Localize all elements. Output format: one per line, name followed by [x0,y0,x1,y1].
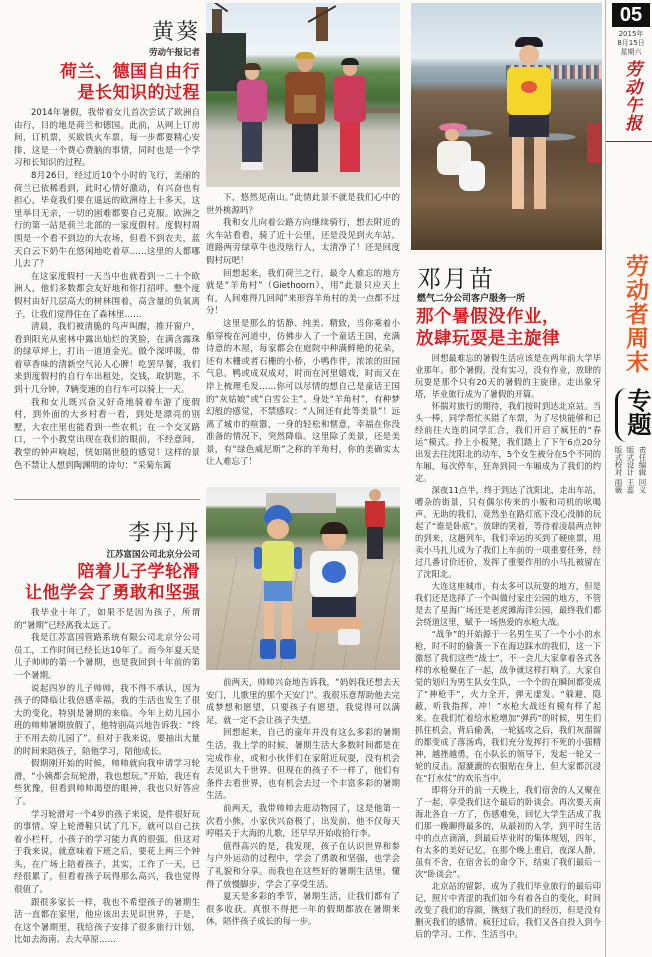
issue-weekday: 星期六 [620,48,642,56]
paragraph: 夏天是多彩的季节，暑期生活，让我们都有了很多收获。真恨不得把一年的假期都放在暑期来休，陪伴孩子成长的每一步。 [206,892,400,928]
person-girl-pink-jacket [234,65,270,181]
article-2-headline-line-1: 陪着儿子学轮滑 [77,562,200,581]
article-2-headline-line-2: 让他学会了勇敢和坚强 [25,583,200,602]
person-boy-blue-helmet [254,505,302,663]
article-3-headline [416,305,602,349]
paragraph: 我和女儿向着公路方向继续骑行，想去附近的火车站看看，骑了近十公里，还是没见到火车站。道路两旁绿草牛也没啥行人，太清净了！还是回度假村玩吧！ [206,218,400,266]
paragraph: 我毕业十年了，如果不是因为孩子，所谓的“暑期”已经离我太远了。 [14,608,200,631]
paragraph: 值得高兴的是，我发现，孩子在认识世界和参与户外运动的过程中，学会了勇敢和坚强，也学会了礼貌和分享。而我也在这些好的暑期生活里，懂得了放慢脚步，学会了享受生活。 [206,841,400,890]
paragraph: 我是江苏富国管路系统有限公司北京分公司员工，工作时间已经长达10年了。而今年夏天是儿子帅帅的第一个暑期，也是我回到十年前的第一个暑期。 [14,633,200,681]
paragraph: “战争”的开始源于一名男生买了一个小小的水枪，时不时的偷袭一下在海边踩水的我们，这一下激怒了我们这些“战士”，不一会儿大家拿着各式各样的水枪聚在了一起，战争就这样打响了。大家自觉的划归为男生队女生队，一个个的在瞬间都变成了“神枪手”，火力全开，弹无虚发。“躲避，隐蔽，听我指挥，冲！”水枪大战还有模有样了起来。在我们忙着给水枪增加“弹药”的时候，男生们抓住机会，背后偷袭，一轮猛攻之后，我们灰溜溜的都变成了落汤鸡，我们充分发挥打不死的小强精神，越挫越勇，在小队长的领导下，发起一轮又一轮的反击。湿漉漉的衣服贴在身上，但大家都沉浸在“打水仗”的欢乐当中。 [415,629,601,783]
article-1-headline-line-1: 荷兰、德国自由行 [60,62,200,81]
article-2-author-company: 江苏富国公司北京分公司 [106,550,200,560]
paragraph: 下，悠然见南山。”此情此景不就是我们心中的世外桃源吗？ [206,193,400,216]
photo-mother-son-roller-skating [206,487,400,670]
paragraph: 北京站的留影，成为了我们毕业旅行的最后印记，照片中青涩的我们如今有着各自的变化，时间改变了我们的容颜，镌刻了我们的经历，但是没有删灭我们的感情。疯狂过后，我们又各自投入到今后的学习、工作、生活当中。 [415,881,601,939]
article-2-headline [14,561,200,603]
paragraph: 怀揣对旅行的期待，我们按时到达北京站。当头一棒，同学帮忙买错了车票，为了尽快能够和已经前往大连的同学汇合，我们开启了疯狂的“春运”模式。拎上小板凳，我们踏上了下午6点20分出发去往沈阳北的动车，5个女生被分在5个不同的车厢，每次停车，狂奔到同一车厢成为了我们的约定。 [415,401,601,483]
photo-girl-beach-rocks [411,3,602,250]
article-3-author: 邓月苗 [417,265,495,293]
paragraph: 前两天，我带帅帅去逛动物园了，这是他第一次看小熊，小家伙兴奋极了，出发前，他不仅每天哼唱关于大海的儿歌，还早早开始收拾行李。 [206,803,400,840]
divider-articles-left [14,499,200,500]
article-2-column-2 [206,677,400,955]
article-2-column-1 [14,607,200,955]
person-man-brown-coat [280,55,330,183]
article-3-author-department: 燃气二分公司客户服务一所 [417,294,526,304]
article-1-column-2 [206,192,400,476]
article-1-author-role: 劳动午报记者 [148,48,200,58]
paragraph: 即将分开的前一天晚上，我们宿舍的人又聚在了一起，享受我们这个最后的卧谈会。再次要天南海北各自一方了，伤感难免，回忆大学生活成了我们那一晚聊得最多的，从最初的入学，到平时生活中的点点滴滴，到最后毕业时的集体规划，四年，有太多的美好记忆，在那个晚上重启，夜深人静，虽有不舍，在宿舍长的命令下，结束了我们最后一次“卧谈会”。 [415,785,601,879]
article-3-headline-line-2: 放肆玩耍是主旋律 [416,328,560,348]
editor-credits [612,446,648,510]
paragraph: 我和女儿既兴奋又好奇地骑着车游了度假村，到外面的大乡村看一看，到处是漂亮的别墅，大农庄里也能看到一些农机；在一个交叉路口，一个小教堂出现在我们的眼前，不经意间，教堂的钟声响起，恍如隔世般的感觉！这样的景色不禁让人想到陶渊明的诗句：“采菊东篱 [14,397,200,471]
credit-layout: 版式设计 王蕊 [626,446,635,494]
issue-year: 2015年 [618,30,644,38]
red-bag [587,123,602,163]
paragraph: 8月26日，经过近10个小时的飞行，美丽的荷兰已依稀看到，此时心情好激动，有兴奋也有担心，毕竟我们要在遥远的欧洲待上十多天，这里举目无亲，一切的困难都要自己克服。欧洲之行的第一站是荷兰北部的一家度假村。度假村周围是一个看不到边的大农场，但看不到农夫，蓝天白云下奶牛在悠闲地吃着草……这里的人都哪儿去了？ [14,170,200,270]
page-number: 05 [612,3,650,27]
section-title: 劳动者周末 [623,254,649,374]
paragraph: 大连这座城市，有太多可以玩耍的地方，但是我们还是选择了一个叫做付家庄公园的地方，不管是去了星海广场还是老虎滩海洋公园，最终我们都会绕道这里，赋予一场热爱的水枪大战。 [415,581,601,627]
paragraph: 说起四岁的儿子帅帅，我不得不承认，因为孩子的降临让我倍感幸福，我的生活也发生了很大的变化，特别是暑期的来临。今年上幼儿园小班的帅帅暑期放假了，他特别高兴地告诉我：“终于不用去幼儿园了”。但对于我来说，要抽出大量的时间来陪孩子，陪他学习，陪他成长。 [14,683,200,757]
article-1-column-1 [14,107,200,493]
paragraph: 回想起来，自己的童年并没有这么多彩的暑期生活，我上学的时候，暑期生活大多数时间都是在完成作业，或和小伙伴们在家附近玩耍，没有机会去见识大千世界。但现在的孩子不一样了，他们有条件去看世界，也有机会去过一个丰富多彩的暑期生活。 [206,728,400,802]
issue-day: 8月15日 [617,39,645,47]
strip-vertical-rule [605,0,606,957]
person-girl-yellow-shirt [499,37,559,217]
paragraph: 学习轮滑对一个4岁的孩子来说，是件很好玩的事情。穿上轮滑鞋只试了几下，就可以自己扶着小栏杆，小孩子的学习能力真的很强。但这对于我来说，就意味着下班之后，要花上两三个钟头，在广场上陪着孩子，其实，工作了一天，已经很累了，但看着孩子玩得那么高兴，我也觉得很值了。 [14,809,200,896]
paragraph: 回想起来，我们荷兰之行，最令人难忘的地方就是“羊角村”（Giethoorn），用“此景只应天上有，人间难得几回闻”来形容羊角村的美一点都不过分！ [206,268,400,317]
paragraph: 回想最难忘的暑假生活应该是在两年前大学毕业那年。那个暑假，没有实习，没有作业，放肆的玩耍是那个只有20天的暑假的主旋律。走出象牙塔，毕业旅行成为了暑假的开篇。 [415,353,601,399]
paragraph: 在这家度假村一天当中也就看到一二十个欧洲人，他们多数都会友好地和你打招呼。整个度假村由好几层高大的树林围着，高含量的负氧离子，让我们觉得住在了森林里…… [14,271,200,320]
credit-proofread: 版式校对 雨薇 [614,446,623,494]
paragraph: 假期刚开始的时候，帅帅就向我申请学习轮滑，“小姨都会玩轮滑，我也想玩。”开始，我还有些犹豫，但看到帅帅渴望的眼神，我也只好答应了。 [14,759,200,807]
person-crouching-pink-hat [433,123,487,199]
strip-rule-top [606,141,652,142]
paragraph: 清晨，我们被清脆的鸟声叫醒，推开窗户，看到阳光从密林中露出灿烂的笑脸，在满含露珠的绿草坪上，打出一道道金光。做个深呼吸，带着草香味的清新空气沁人心脾！吃罢早餐，我们来到度假村的自行车出租处，交钱，取钥匙，不到十几分钟，7辆变速的自行车可以骑上一天。 [14,322,200,396]
person-background-red-jersey [360,489,390,563]
article-3-headline-line-1: 那个暑假没作业， [416,306,560,326]
paragraph: 前两天，帅帅兴奋地告诉我，“妈妈我还想去天安门，儿歌里的那个天安门”。我很乐意帮助他去完成梦想和愿望，只要孩子有愿望，我觉得可以满足，就一定不会让孩子失望。 [206,678,400,726]
person-woman-red-jacket [330,61,370,183]
issue-date [610,30,652,57]
paragraph: 跟很多家长一样，我也不希望孩子的暑期生活一直都在家里，他应该出去见识世界，于是，在这个暑期里，我给孩子安排了很多旅行计划，比如去海南、去大草原…… [14,897,200,946]
photo-family-windmills [206,3,400,187]
article-1-author: 黄葵 [151,20,200,45]
credit-editor: 责任编辑 回义 [638,446,647,494]
paragraph: 2014年暑假，我带着女儿首次尝试了欧洲自由行，目的地是荷兰和德国。此前，从网上订房间，订机票，买欧铁火车票，每一步都要精心安排，这是一个费心费脑的事情，同时也是一个学习和长知识的过程。 [14,108,200,169]
person-mother-kneeling [302,525,366,653]
masthead-logo: 劳动午报 [621,60,641,132]
article-1-headline-line-2: 是长知识的过程 [77,83,200,102]
article-1-headline [14,61,200,103]
article-3-body [415,352,601,955]
topic-label: 专题 [623,388,650,436]
bench [366,107,400,113]
paragraph: 深夜11点半，终于到达了沈阳北，走出车站，嘈杂的街景，只有偶尔传来的小贩和司机的吆喝声。无助的我们，竟然坐在路灯底下没心没肺的玩起了“谁是卧底”。放肆的笑着，等待着凌晨两点钟的到来，这趟列车，我们幸运的买到了硬座票，甩卖小马扎儿成为了我们上车前的一项重要任务，经过几番讨价还价，发挥了重要作用的小马扎被留在了沈阳北。 [415,485,601,579]
paragraph: 这里是那么的恬静、纯美、精致，当你乘着小船穿梭在河道中，仿佛步入了一个童话王国，充满诗意的木屋，每家都会在庭院中种满鲜艳的花朵，还有木栅或者石栅的小桥，小鸭作伴，浓浓的田园气息。鸭或成双成对，时而在河里嬉戏，时而又在岸上梳理毛发……你可以尽情的想自己是童话王国的“灰姑娘”或“白雪公主”。身处“羊角村”，有种梦幻般的感觉，不禁感叹：“人间还有此等美景”！远离了城市的喧嚣，一身的轻松和惬意，幸福在你没准备的情况下，突然降临。这里除了美景，还是美景，有“绿色威尼斯”之称的羊角村，你的美确实太让人难忘了！ [206,318,400,468]
article-2-author: 李丹丹 [127,521,200,546]
